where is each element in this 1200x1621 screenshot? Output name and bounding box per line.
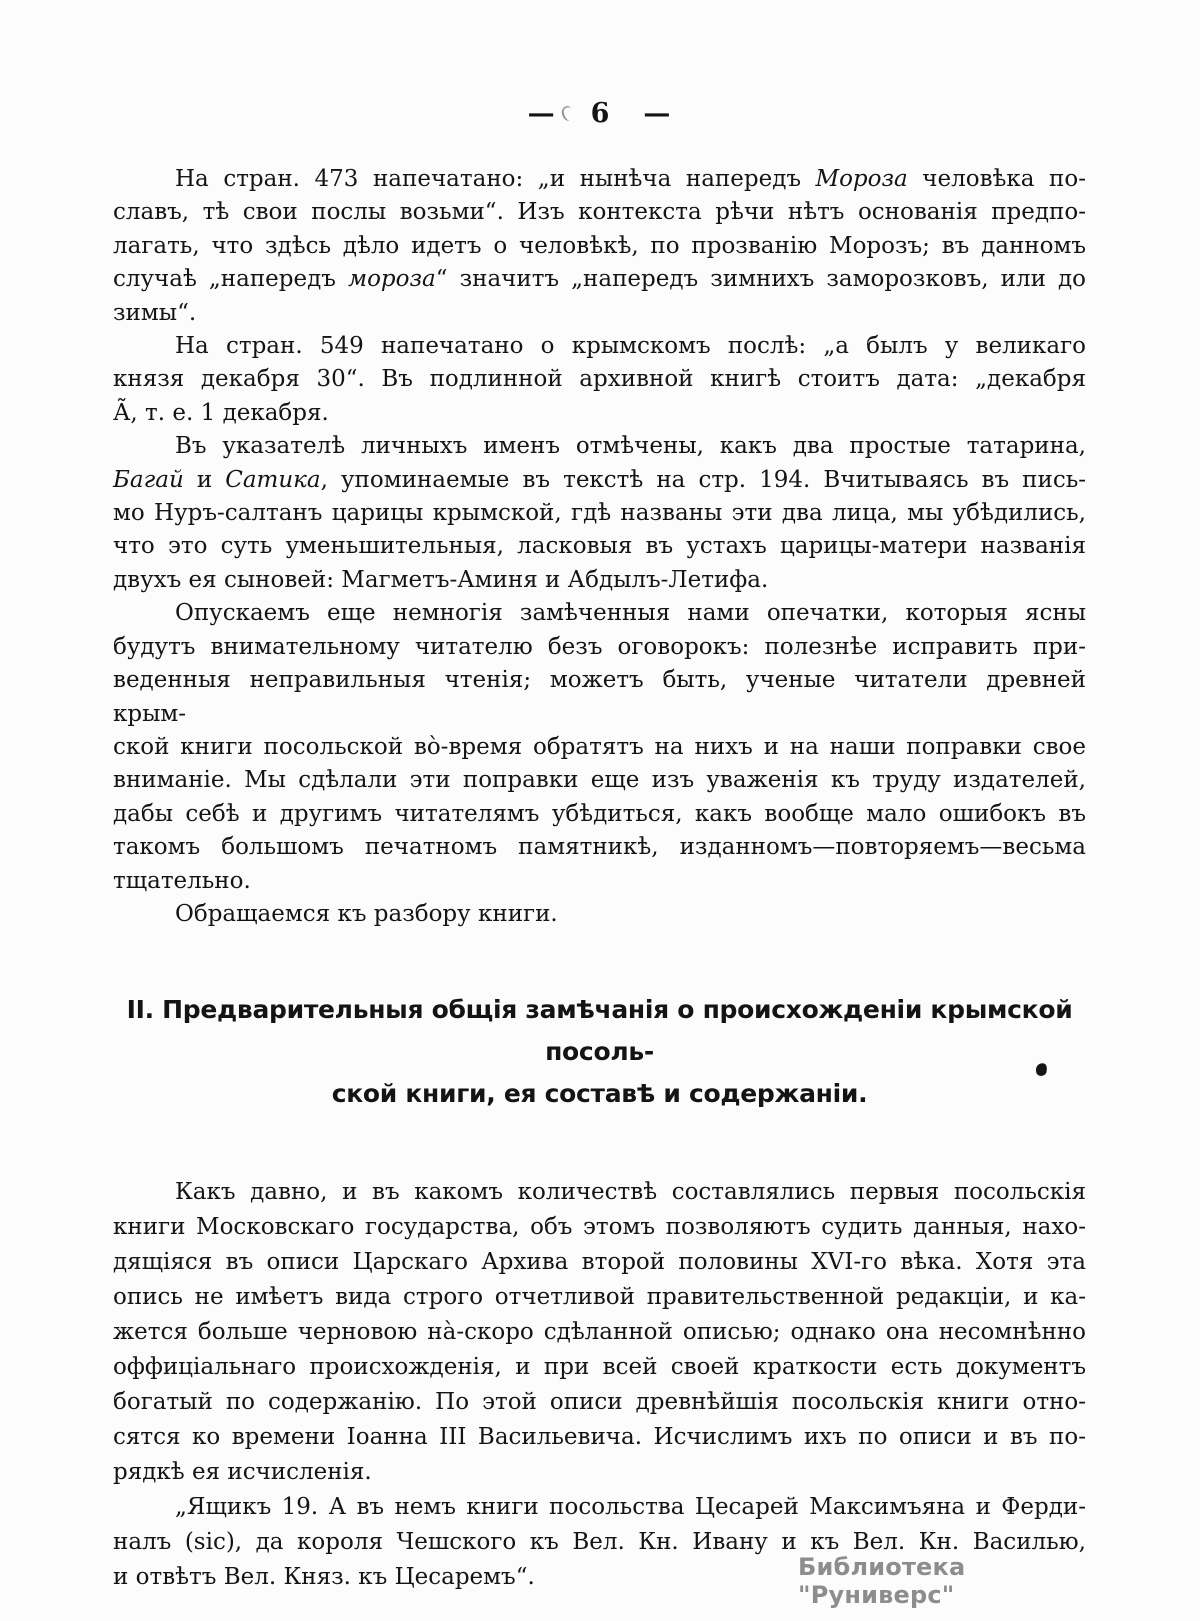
- italic-run: Мороза: [815, 166, 908, 192]
- text-line: [113, 731, 1086, 764]
- text-run: дящіяся въ описи Царскаго Архива второй половины XVI-го вѣка. Хотя эта: [113, 1249, 1086, 1276]
- text-line: [113, 363, 1086, 396]
- library-watermark: Библиотека "Руниверс": [798, 1553, 966, 1609]
- text-run: ской книги, ея составѣ и содержаніи.: [331, 1079, 868, 1109]
- text-run: жется больше черновою на̀-скоро сдѣланной описью; однако она несомнѣнно: [113, 1319, 1086, 1346]
- text-run: человѣка по-: [907, 166, 1086, 192]
- paragraph: [113, 1175, 1086, 1490]
- page-number: 6: [590, 98, 610, 129]
- text-run: На стран. 549 напечатано о крымскомъ послѣ: „а былъ у великаго: [175, 333, 1086, 360]
- text-line: [113, 798, 1086, 831]
- header-left-dash: —: [527, 98, 557, 129]
- text-run: будутъ внимательному читателю безъ оговорокъ: полезнѣе исправить при-: [113, 633, 1086, 660]
- heading-line: [113, 1073, 1086, 1115]
- text-run: что это суть уменьшительныя, ласковыя въ устахъ царицы-матери названія: [113, 533, 1086, 560]
- text-run: “ значитъ „напередъ зимнихъ заморозковъ, или до: [435, 266, 1086, 293]
- text-run: II. Предварительныя общія замѣчанія о происхожденіи крымской посоль-: [126, 995, 1073, 1067]
- text-line: [113, 1280, 1086, 1315]
- text-run: сятся ко времени Іоанна III Васильевича. Исчислимъ ихъ по описи и въ по-: [113, 1424, 1086, 1451]
- text-line: [113, 163, 1086, 196]
- text-run: богатый по содержанію. По этой описи древнѣйшія посольскія книги отно-: [113, 1389, 1086, 1416]
- text-line: [113, 230, 1086, 263]
- text-run: ской книги посольской во̀-время обратятъ на нихъ и на наши поправки свое: [113, 733, 1086, 760]
- page-header: [0, 98, 1200, 129]
- text-line: [113, 263, 1086, 296]
- text-line: [113, 1385, 1086, 1420]
- paragraph: [113, 898, 1086, 931]
- text-line: [113, 297, 1086, 330]
- text-run: мо Нуръ-салтанъ царицы крымской, гдѣ названы эти два лица, мы убѣдились,: [113, 500, 1086, 527]
- text-line: [113, 631, 1086, 664]
- text-run: лагать, что здѣсь дѣло идетъ о человѣкѣ, по прозванію Морозъ; въ данномъ: [113, 232, 1086, 259]
- text-line: [113, 664, 1086, 731]
- text-line: [113, 1245, 1086, 1280]
- text-line: [113, 1175, 1086, 1210]
- text-line: [113, 330, 1086, 363]
- text-line: [113, 764, 1086, 797]
- text-run: двухъ ея сыновей: Магметъ-Аминя и Абдылъ-Летифа.: [113, 566, 769, 593]
- heading-line: [113, 989, 1086, 1073]
- text-run: и: [183, 466, 226, 493]
- paragraph: [113, 597, 1086, 898]
- text-line: [113, 865, 1086, 898]
- paragraph: [113, 163, 1086, 330]
- text-line: [113, 597, 1086, 630]
- text-line: [113, 564, 1086, 597]
- text-run: Обращаемся къ разбору книги.: [175, 900, 558, 927]
- text-run: На стран. 473 напечатано: „и нынѣча напередъ: [175, 166, 816, 192]
- paragraph: [113, 430, 1086, 597]
- text-line: [113, 196, 1086, 229]
- text-run: и отвѣтъ Вел. Княз. къ Цесаремъ“.: [113, 1564, 535, 1591]
- text-run: рядкѣ ея исчисленія.: [113, 1459, 372, 1486]
- text-run: налъ (sic), да короля Чешского къ Вел. Кн. Ивану и къ Вел. Кн. Василью,: [113, 1529, 1086, 1556]
- text-run: А̃, т. е. 1 декабря.: [113, 399, 329, 426]
- text-run: веденныя неправильныя чтенія; можетъ быть, ученые читатели древней крым-: [113, 667, 1086, 727]
- text-run: Опускаемъ еще немногія замѣченныя нами опечатки, которыя ясны: [175, 600, 1086, 627]
- italic-run: мороза: [348, 266, 436, 293]
- text-run: „Ящикъ 19. А въ немъ книги посольства Цесарей Максимъяна и Ферди-: [175, 1494, 1086, 1521]
- text-run: такомъ большомъ печатномъ памятникѣ, изданномъ—повторяемъ—весьма: [113, 834, 1086, 861]
- text-run: князя декабря 30“. Въ подлинной архивной книгѣ стоитъ дата: „декабря: [113, 366, 1086, 393]
- text-run: тщательно.: [113, 867, 251, 894]
- text-line: [113, 831, 1086, 864]
- text-line: [113, 497, 1086, 530]
- text-run: книги Московскаго государства, объ этомъ позволяютъ судить данныя, нахо-: [113, 1214, 1086, 1241]
- text-line: [113, 464, 1086, 497]
- text-line: [113, 397, 1086, 430]
- text-run: славъ, тѣ свои послы возьми“. Изъ контекста рѣчи нѣтъ основанія предпо-: [113, 199, 1086, 226]
- text-line: [113, 530, 1086, 563]
- text-run: зимы“.: [113, 299, 197, 326]
- text-run: дабы себѣ и другимъ читателямъ убѣдиться, какъ вообще мало ошибокъ въ: [113, 800, 1086, 827]
- text-line: [113, 1420, 1086, 1455]
- text-line: [113, 1455, 1086, 1490]
- text-run: случаѣ „напередъ: [113, 266, 348, 293]
- text-block: [113, 163, 1086, 1595]
- header-right-dash: —: [643, 98, 673, 129]
- text-run: Въ указателѣ личныхъ именъ отмѣчены, какъ два простые татарина,: [175, 433, 1086, 460]
- text-line: [113, 1350, 1086, 1385]
- text-run: вниманіе. Мы сдѣлали эти поправки еще изъ уваженія къ труду издателей,: [113, 767, 1086, 794]
- section-heading: [113, 989, 1086, 1115]
- text-line: [113, 898, 1086, 931]
- text-run: оффиціальнаго происхожденія, и при всей своей краткости есть документъ: [113, 1354, 1086, 1381]
- italic-run: Сатика: [225, 466, 321, 493]
- text-line: [113, 1315, 1086, 1350]
- text-line: [113, 1490, 1086, 1525]
- text-run: , упоминаемые въ текстѣ на стр. 194. Вчитываясь въ пись-: [320, 466, 1087, 493]
- text-line: [113, 1210, 1086, 1245]
- text-run: Какъ давно, и въ какомъ количествѣ составлялись первыя посольскія: [175, 1179, 1086, 1206]
- italic-run: Багай: [113, 466, 184, 493]
- paragraph: [113, 330, 1086, 430]
- text-line: [113, 430, 1086, 463]
- text-run: опись не имѣетъ вида строго отчетливой правительственной редакціи, и ка-: [113, 1284, 1086, 1311]
